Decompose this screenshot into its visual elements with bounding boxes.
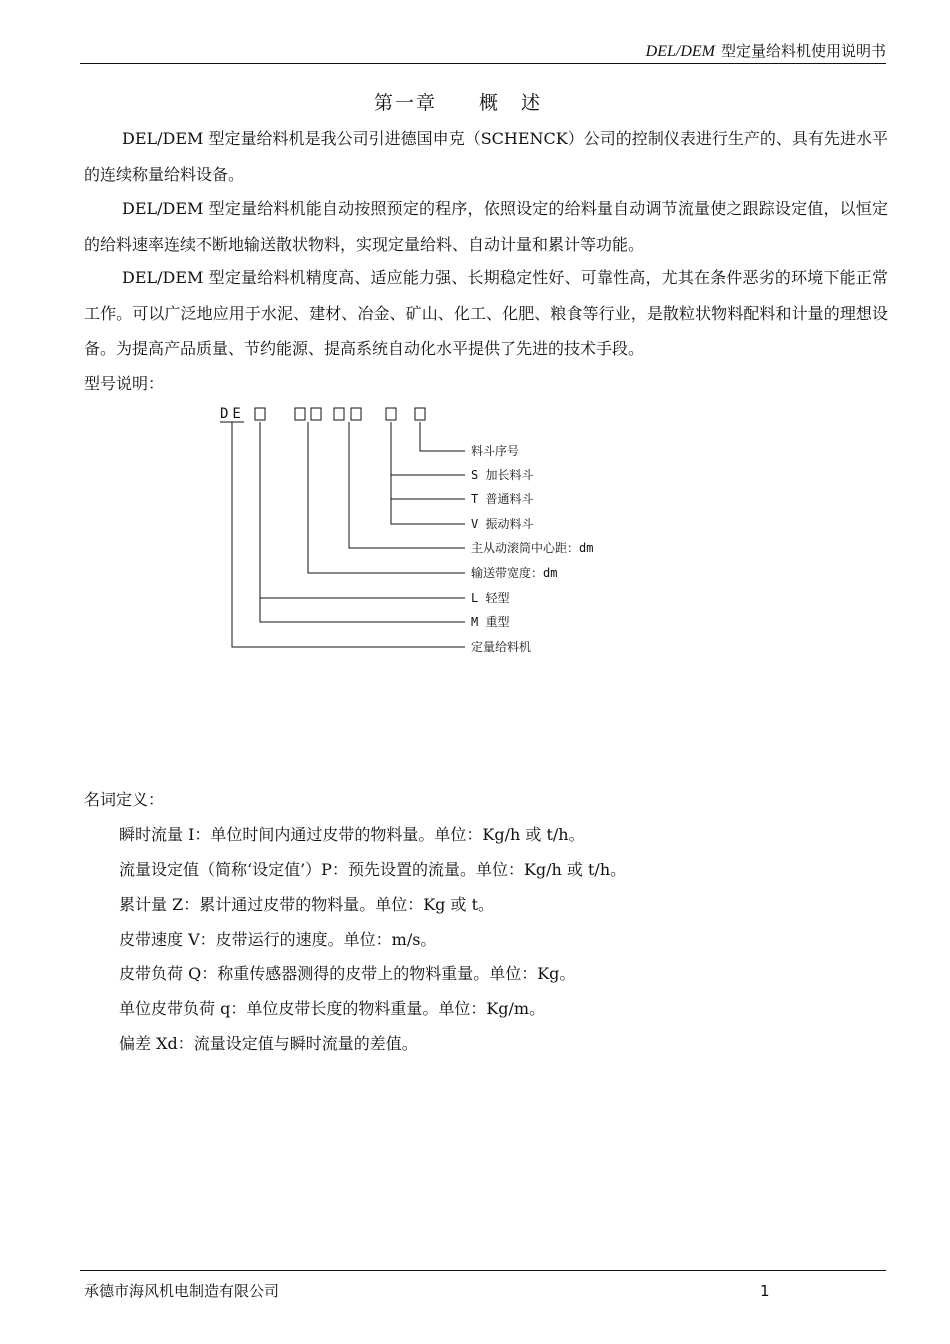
definitions-heading: 名词定义： [84, 790, 165, 809]
leader-belt-width [308, 422, 465, 573]
leader-hopper-number [420, 422, 465, 451]
label-light-type: L 轻型 [471, 591, 510, 605]
code-box-3 [311, 408, 321, 420]
model-code-diagram [210, 398, 630, 660]
header-title: 型定量给料机使用说明书 [720, 42, 886, 60]
chapter-title: 第一章 概 述 [373, 92, 542, 114]
leader-hopper-type [391, 422, 465, 524]
definition-item: 皮带速度 V：皮带运行的速度。单位：m/s。 [119, 930, 437, 949]
paragraph-features: DEL/DEM 型定量给料机精度高、适应能力强、长期稳定性好、可靠性高，尤其在条件恶劣的环境下能正常工作。可以广泛地应用于水泥、建材、冶金、矿山、化工、化肥、粮食等行业，是散粒状物料配料和计量的理想设备。为提高产品质量、节约能源、提高系统自动化水平提供了先进的技术手段。 [84, 268, 888, 358]
code-box-4 [334, 408, 344, 420]
header-model: DEL/DEM [645, 43, 715, 60]
page-number: 1 [760, 1282, 770, 1300]
paragraph-function: DEL/DEM 型定量给料机能自动按照预定的程序，依照设定的给料量自动调节流量使之跟踪设定值，以恒定的给料速率连续不断地输送散状物料，实现定量给料、自动计量和累计等功能。 [84, 199, 888, 254]
paragraph-intro: DEL/DEM 型定量给料机是我公司引进德国申克（SCHENCK）公司的控制仪表进行生产的、具有先进水平的连续称量给料设备。 [84, 129, 888, 184]
label-hopper-number: 料斗序号 [471, 444, 520, 458]
definition-item: 累计量 Z：累计通过皮带的物料量。单位：Kg 或 t。 [119, 895, 495, 914]
page-header [646, 40, 886, 61]
label-feeder: 定量给料机 [471, 640, 532, 654]
code-box-7 [415, 408, 425, 420]
leader-pulley-distance [349, 422, 465, 548]
code-box-1 [255, 408, 265, 420]
code-box-2 [295, 408, 305, 420]
model-heading: 型号说明： [84, 374, 165, 393]
label-vibrating-hopper: V 振动料斗 [471, 517, 534, 531]
label-standard-hopper: T 普通料斗 [471, 492, 534, 506]
definition-item: 皮带负荷 Q：称重传感器测得的皮带上的物料重量。单位：Kg。 [119, 964, 576, 983]
label-extended-hopper: S 加长料斗 [471, 468, 534, 482]
footer-rule [80, 1270, 886, 1271]
leader-weight-class [260, 422, 465, 622]
label-heavy-type: M 重型 [471, 615, 510, 629]
header-rule [80, 63, 886, 64]
label-pulley-distance: 主从动滚筒中心距：dm [471, 541, 594, 555]
definition-item: 瞬时流量 I：单位时间内通过皮带的物料量。单位：Kg/h 或 t/h。 [119, 825, 585, 844]
label-belt-width: 输送带宽度：dm [471, 566, 558, 580]
footer-company: 承德市海风机电制造有限公司 [84, 1282, 280, 1300]
definition-item: 偏差 Xd：流量设定值与瞬时流量的差值。 [119, 1034, 418, 1053]
definition-item: 单位皮带负荷 q：单位皮带长度的物料重量。单位：Kg/m。 [119, 999, 546, 1018]
code-box-6 [386, 408, 396, 420]
code-letters: DE [220, 406, 245, 422]
code-box-5 [351, 408, 361, 420]
definition-item: 流量设定值（简称‘设定值’）P：预先设置的流量。单位：Kg/h 或 t/h。 [119, 860, 627, 879]
